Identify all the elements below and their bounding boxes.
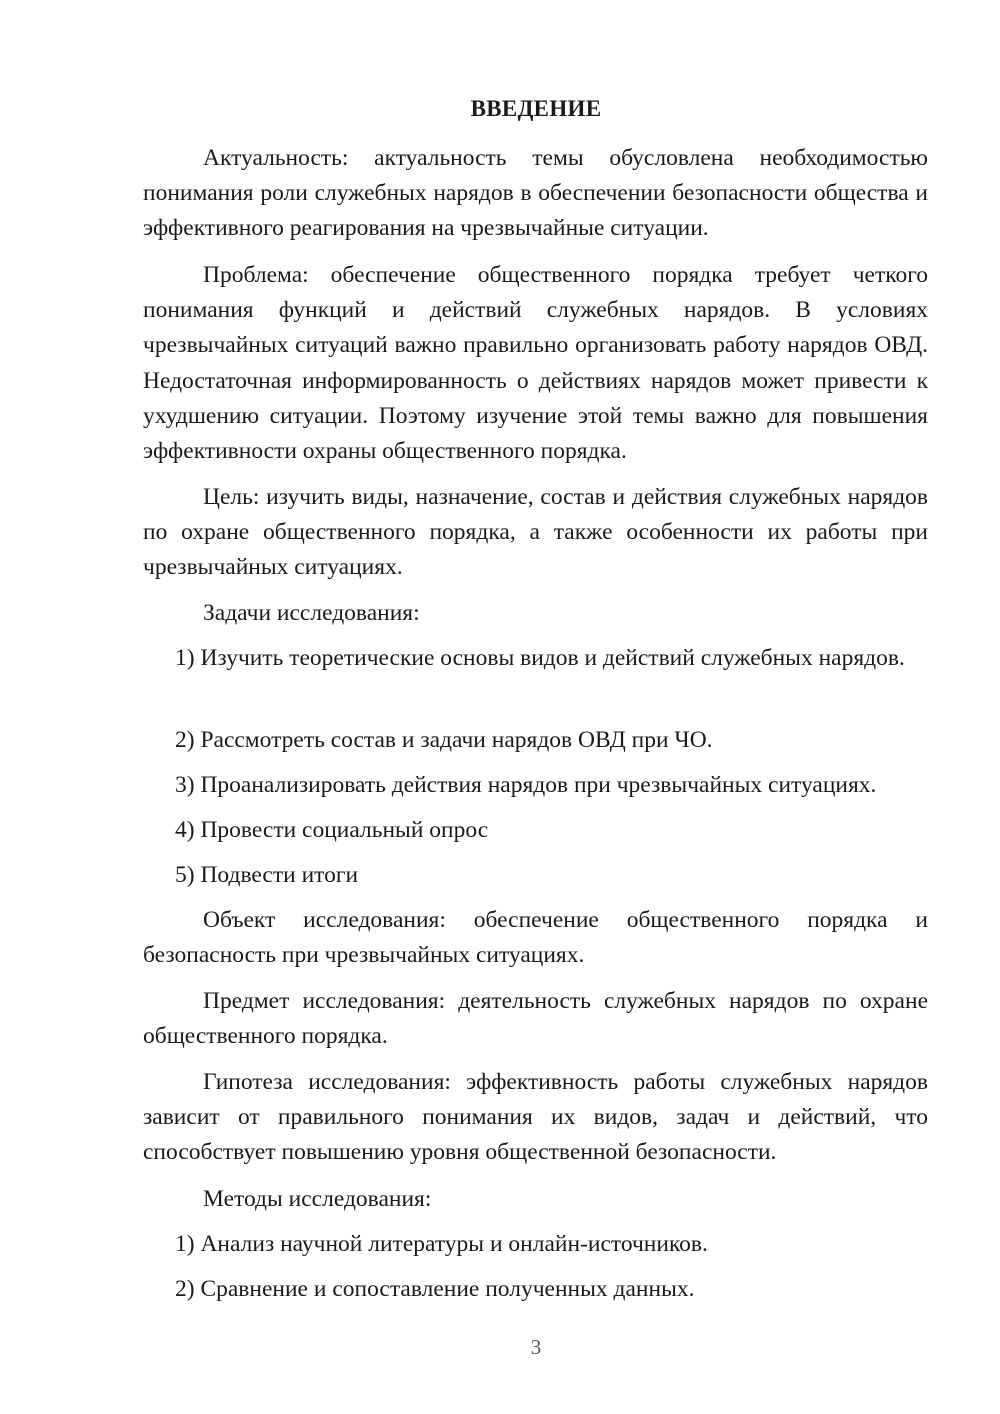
list-item-method-1: 1) Анализ научной литературы и онлайн-источников. xyxy=(175,1231,708,1257)
list-item-task-1: 1) Изучить теоретические основы видов и действий служебных нарядов. xyxy=(175,645,905,671)
paragraph-relevance: Актуальность: актуальность темы обусловлена необходимостью понимания роли служебных нарядов в обеспечении безопасности общества и эффективного реагирования на чрезвычайные ситуации. xyxy=(143,145,928,242)
list-item-task-3: 3) Проанализировать действия нарядов при чрезвычайных ситуациях. xyxy=(175,772,877,798)
list-item-task-2: 2) Рассмотреть состав и задачи нарядов ОВД при ЧО. xyxy=(175,727,713,753)
paragraph-tasks-heading: Задачи исследования: xyxy=(203,600,420,626)
section-heading: ВВЕДЕНИЕ xyxy=(470,96,602,121)
paragraph-object: Объект исследования: обеспечение общественного порядка и безопасность при чрезвычайных ситуациях. xyxy=(143,907,928,969)
list-item-task-4: 4) Провести социальный опрос xyxy=(175,817,489,843)
paragraph-subject: Предмет исследования: деятельность служебных нарядов по охране общественного порядка. xyxy=(143,988,928,1050)
paragraph-hypothesis: Гипотеза исследования: эффективность работы служебных нарядов зависит от правильного понимания их видов, задач и действий, что способствует повышению уровня общественной безопасности. xyxy=(143,1069,928,1166)
list-item-task-5: 5) Подвести итоги xyxy=(175,862,359,888)
page-number: 3 xyxy=(530,1335,542,1359)
paragraph-problem: Проблема: обеспечение общественного порядка требует четкого понимания функций и действий служебных нарядов. В условиях чрезвычайных ситуаций важно правильно организовать работу нарядов ОВД. Недостаточная информированность о действиях нарядов может привести к ухудшению ситуации. Поэтому изучение этой темы важно для повышения эффективности охраны общественного порядка. xyxy=(143,262,928,465)
paragraph-goal: Цель: изучить виды, назначение, состав и действия служебных нарядов по охране общественного порядка, а также особенности их работы при чрезвычайных ситуациях. xyxy=(143,484,928,581)
paragraph-methods-heading: Методы исследования: xyxy=(203,1186,432,1212)
list-item-method-2: 2) Сравнение и сопоставление полученных данных. xyxy=(175,1276,695,1302)
